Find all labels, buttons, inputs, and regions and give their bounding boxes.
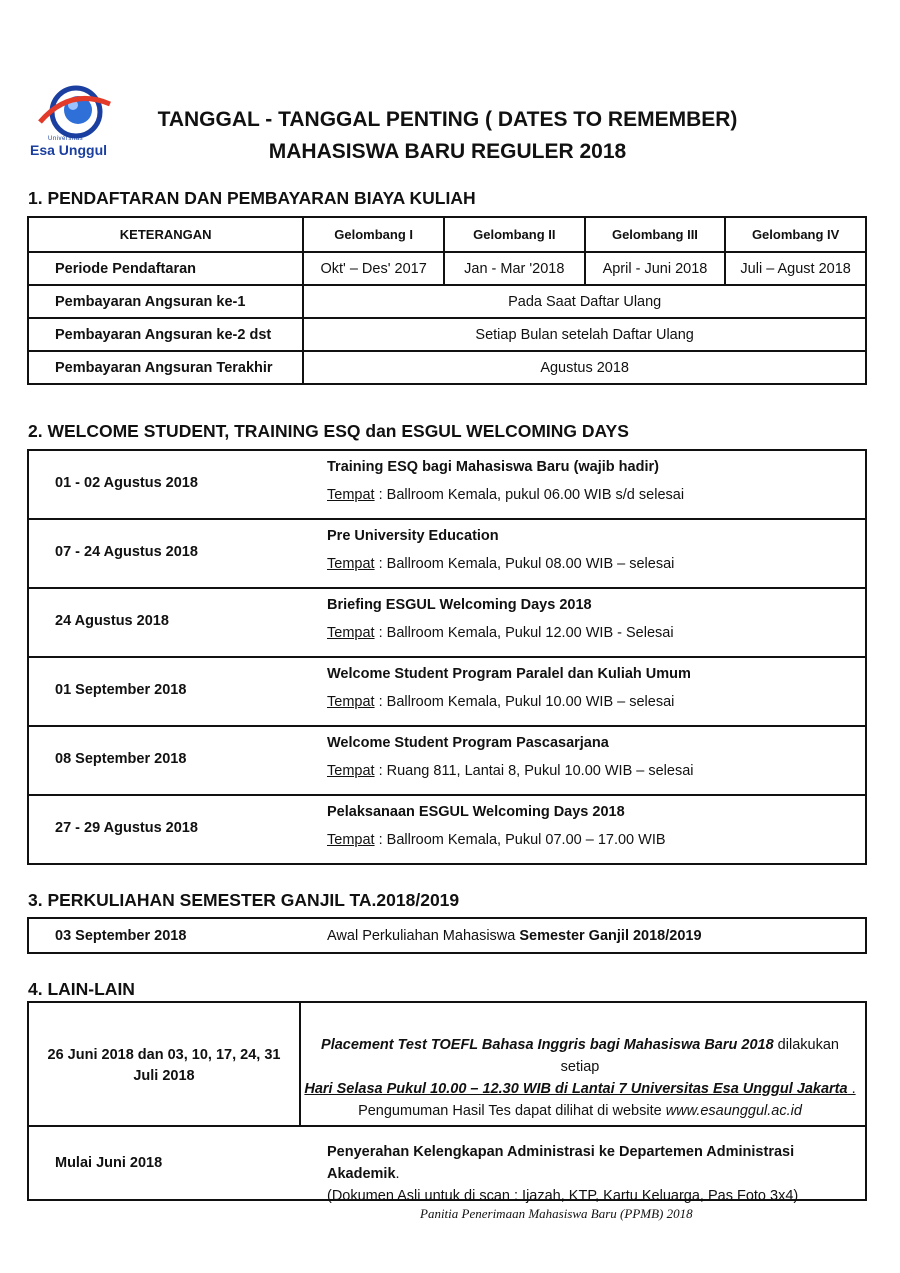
other-row [29, 1127, 865, 1204]
events-table [27, 449, 867, 865]
place-label: Tempat [327, 556, 375, 572]
other-date: 26 Juni 2018 dan 03, 10, 17, 24, 31 Juli 2018 [47, 1047, 281, 1084]
table-row [28, 351, 866, 384]
row-label: Pembayaran Angsuran ke-2 dst [28, 318, 303, 351]
event-title: Pelaksanaan ESGUL Welcoming Days 2018 [327, 804, 625, 820]
event-place [327, 487, 684, 503]
event-row [29, 658, 865, 727]
event-place [327, 625, 674, 641]
logo-small-text: Universitas [48, 136, 84, 142]
admin-line1 [327, 1141, 865, 1185]
event-date: 01 - 02 Agustus 2018 [55, 475, 198, 491]
table-cell: Setiap Bulan setelah Daftar Ulang [303, 318, 866, 351]
toefl-schedule-tail: . [847, 1081, 856, 1097]
event-row [29, 589, 865, 658]
place-text: : Ballroom Kemala, Pukul 07.00 – 17.00 WIB [374, 832, 666, 848]
row-label: Periode Pendaftaran [28, 252, 303, 285]
event-place [327, 694, 674, 710]
header-cell: Gelombang II [444, 217, 585, 252]
event-title: Pre University Education [327, 528, 499, 544]
toefl-info [303, 1034, 857, 1122]
admin-title: Penyerahan Kelengkapan Administrasi ke Departemen Administrasi Akademik [327, 1144, 795, 1182]
other-date: Mulai Juni 2018 [55, 1155, 163, 1171]
event-place [327, 763, 694, 779]
event-title: Welcome Student Program Paralel dan Kuliah Umum [327, 666, 691, 682]
toefl-announcement: Pengumuman Hasil Tes dapat dilihat di website [358, 1103, 666, 1119]
website-link: www.esaunggul.ac.id [665, 1103, 802, 1119]
event-date: 01 September 2018 [55, 682, 187, 698]
event-date: 27 - 29 Agustus 2018 [55, 820, 198, 836]
semester-text-plain: Awal Perkuliahan Mahasiswa [327, 928, 520, 944]
place-text: : Ballroom Kemala, pukul 06.00 WIB s/d selesai [374, 487, 685, 503]
table-cell: April - Juni 2018 [585, 252, 726, 285]
admin-info [327, 1141, 865, 1207]
table-row [28, 252, 866, 285]
table-row [28, 285, 866, 318]
row-label: Pembayaran Angsuran Terakhir [28, 351, 303, 384]
semester-text [327, 928, 702, 944]
event-title: Welcome Student Program Pascasarjana [327, 735, 609, 751]
table-row [28, 318, 866, 351]
semester-date: 03 September 2018 [55, 928, 187, 944]
toefl-line3 [303, 1100, 857, 1122]
other-date-cell [29, 1003, 301, 1125]
header-cell: Gelombang IV [725, 217, 866, 252]
place-label: Tempat [327, 694, 375, 710]
event-row [29, 796, 865, 863]
place-text: : Ballroom Kemala, Pukul 10.00 WIB – selesai [374, 694, 675, 710]
table-cell: Jan - Mar '2018 [444, 252, 585, 285]
event-row [29, 520, 865, 589]
page-title: TANGGAL - TANGGAL PENTING ( DATES TO REMEMBER) [157, 108, 738, 131]
place-text: : Ballroom Kemala, Pukul 08.00 WIB – selesai [374, 556, 675, 572]
table-header-row [28, 217, 866, 252]
table-cell: Pada Saat Daftar Ulang [303, 285, 866, 318]
semester-text-bold: Semester Ganjil 2018/2019 [519, 928, 702, 944]
event-place [327, 832, 666, 848]
place-label: Tempat [327, 487, 375, 503]
place-label: Tempat [327, 832, 375, 848]
registration-table [27, 216, 867, 385]
event-row [29, 727, 865, 796]
table-cell: Agustus 2018 [303, 351, 866, 384]
toefl-title: Placement Test TOEFL Bahasa Inggris bagi Mahasiswa Baru 2018 [321, 1037, 774, 1053]
section3-heading: 3. PERKULIAHAN SEMESTER GANJIL TA.2018/2019 [28, 890, 460, 910]
admin-title-tail: . [395, 1166, 400, 1182]
place-label: Tempat [327, 763, 375, 779]
other-row [29, 1003, 865, 1127]
section2-heading: 2. WELCOME STUDENT, TRAINING ESQ dan ESGUL WELCOMING DAYS [28, 421, 629, 441]
event-place [327, 556, 674, 572]
event-title: Briefing ESGUL Welcoming Days 2018 [327, 597, 592, 613]
page-subtitle: MAHASISWA BARU REGULER 2018 [268, 140, 627, 163]
header-cell: Gelombang I [303, 217, 444, 252]
footer-text: Panitia Penerimaan Mahasiswa Baru (PPMB) 2018 [420, 1206, 693, 1221]
event-title: Training ESQ bagi Mahasiswa Baru (wajib hadir) [327, 459, 659, 475]
event-row [29, 451, 865, 520]
event-date: 08 September 2018 [55, 751, 187, 767]
table-cell: Juli – Agust 2018 [725, 252, 866, 285]
place-text: : Ballroom Kemala, Pukul 12.00 WIB - Selesai [374, 625, 674, 641]
section4-heading: 4. LAIN-LAIN [28, 979, 135, 999]
row-label: Pembayaran Angsuran ke-1 [28, 285, 303, 318]
section1-heading: 1. PENDAFTARAN DAN PEMBAYARAN BIAYA KULIAH [28, 188, 476, 208]
toefl-schedule: Hari Selasa Pukul 10.00 – 12.30 WIB di Lantai 7 Universitas Esa Unggul Jakarta [304, 1081, 848, 1097]
header-cell: KETERANGAN [28, 217, 303, 252]
toefl-line1 [303, 1034, 857, 1078]
toefl-tail: dilakukan setiap [560, 1037, 839, 1075]
place-text: : Ruang 811, Lantai 8, Pukul 10.00 WIB – selesai [374, 763, 694, 779]
place-label: Tempat [327, 625, 375, 641]
other-table [27, 1001, 867, 1204]
event-date: 24 Agustus 2018 [55, 613, 169, 629]
event-date: 07 - 24 Agustus 2018 [55, 544, 198, 560]
toefl-line2 [303, 1078, 857, 1100]
semester-table [27, 917, 867, 954]
logo-text: Esa Unggul [30, 142, 108, 158]
header-cell: Gelombang III [585, 217, 726, 252]
table-cell: Okt' – Des' 2017 [303, 252, 444, 285]
admin-line2: (Dokumen Asli untuk di scan : Ijazah, KTP, Kartu Keluarga, Pas Foto 3x4) [327, 1188, 799, 1204]
